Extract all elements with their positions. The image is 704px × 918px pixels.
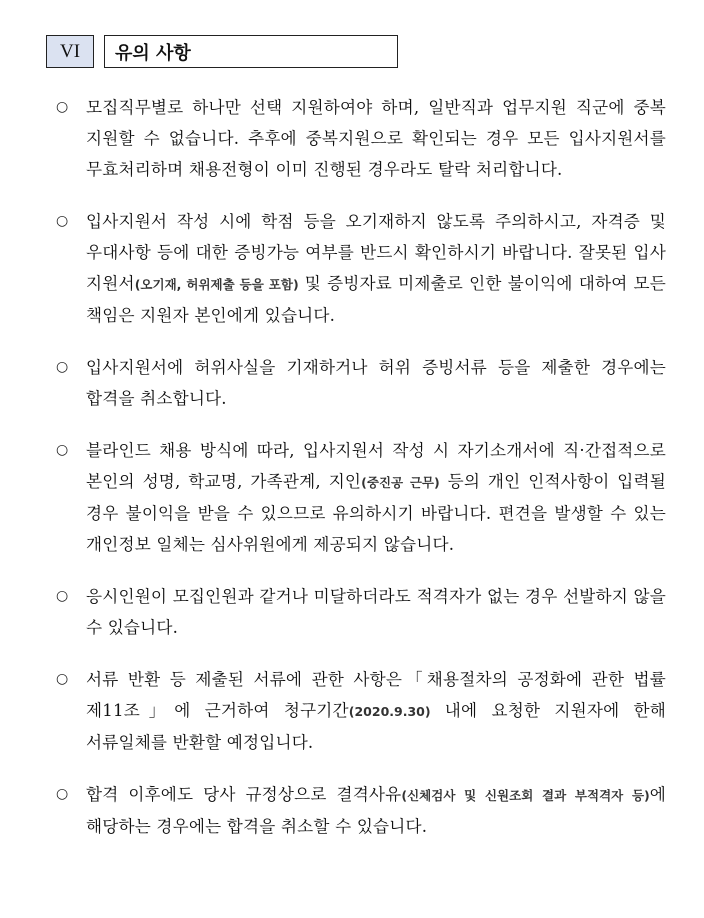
note-item — [56, 581, 666, 643]
note-item — [56, 352, 666, 414]
note-text — [86, 352, 666, 414]
note-text-body: 및 증빙자료 미제출로 인한 불이익에 대하여 모든 책임은 지원자 본인에게 있습니다. — [86, 274, 666, 325]
section-number: VI — [59, 40, 81, 62]
note-item — [56, 92, 666, 185]
note-text-body: 에 해당하는 경우에는 합격을 취소할 수 있습니다. — [86, 785, 666, 836]
bullet-circle-icon: ○ — [56, 786, 69, 802]
note-text-body: 입사지원서 작성 시에 학점 등을 오기재하지 않도록 주의하시고, 자격증 및 우대사항 등에 대한 증빙가능 여부를 반드시 확인하시기 바랍니다. 잘못된 입사 지원서 — [86, 212, 666, 293]
bullet-circle-icon: ○ — [56, 359, 69, 375]
section-title: 유의 사항 — [115, 42, 191, 64]
note-text — [86, 92, 666, 185]
note-text-body: 블라인드 채용 방식에 따라, 입사지원서 작성 시 자기소개서에 직·간접적으로 본인의 성명, 학교명, 가족관계, 지인 — [86, 441, 666, 491]
section-header — [46, 35, 398, 68]
note-text — [86, 581, 666, 643]
section-number-box — [46, 35, 94, 68]
note-parenthetical: (오기재, 허위제출 등을 포함) — [134, 277, 299, 292]
section-title-box — [104, 35, 398, 68]
bullet-circle-icon: ○ — [56, 213, 69, 229]
note-parenthetical: (신체검사 및 신원조회 결과 부적격자 등) — [401, 788, 650, 803]
note-text — [86, 435, 666, 560]
note-text-body: 응시인원이 모집인원과 같거나 미달하더라도 적격자가 없는 경우 선발하지 않을 수 있습니다. — [86, 587, 666, 637]
note-text-body: 내에 요청한 지원자에 한해 서류일체를 반환할 예정입니다. — [86, 701, 666, 752]
note-text — [86, 664, 666, 758]
note-parenthetical: (2020.9.30) — [348, 704, 431, 719]
bullet-circle-icon: ○ — [56, 99, 69, 115]
note-item — [56, 779, 666, 842]
note-text-body: 등의 개인 인적사항이 입력될 경우 불이익을 받을 수 있으므로 유의하시기 바랍니다. 편견을 발생할 수 있는 개인정보 일체는 심사위원에게 제공되지 않습니다. — [86, 472, 666, 554]
bullet-circle-icon: ○ — [56, 671, 69, 687]
note-parenthetical: (중진공 근무) — [361, 475, 440, 490]
note-text — [86, 206, 666, 331]
bullet-circle-icon: ○ — [56, 442, 69, 458]
note-item — [56, 664, 666, 758]
note-text-body: 모집직무별로 하나만 선택 지원하여야 하며, 일반직과 업무지원 직군에 중복 지원할 수 없습니다. 추후에 중복지원으로 확인되는 경우 모든 입사지원서를 무효처리하며 채용전형이 이미 진행된 경우라도 탈락 처리합니다. — [86, 98, 666, 179]
bullet-circle-icon: ○ — [56, 588, 69, 604]
note-item — [56, 206, 666, 331]
notes-list — [56, 92, 666, 863]
note-text — [86, 779, 666, 842]
note-text-body: 서류 반환 등 제출된 서류에 관한 사항은「채용절차의 공정화에 관한 법률 제11조」에 근거하여 청구기간 — [86, 670, 666, 720]
note-item — [56, 435, 666, 560]
note-text-body: 입사지원서에 허위사실을 기재하거나 허위 증빙서류 등을 제출한 경우에는 합격을 취소합니다. — [86, 358, 666, 408]
note-text-body: 합격 이후에도 당사 규정상으로 결격사유 — [86, 785, 402, 804]
